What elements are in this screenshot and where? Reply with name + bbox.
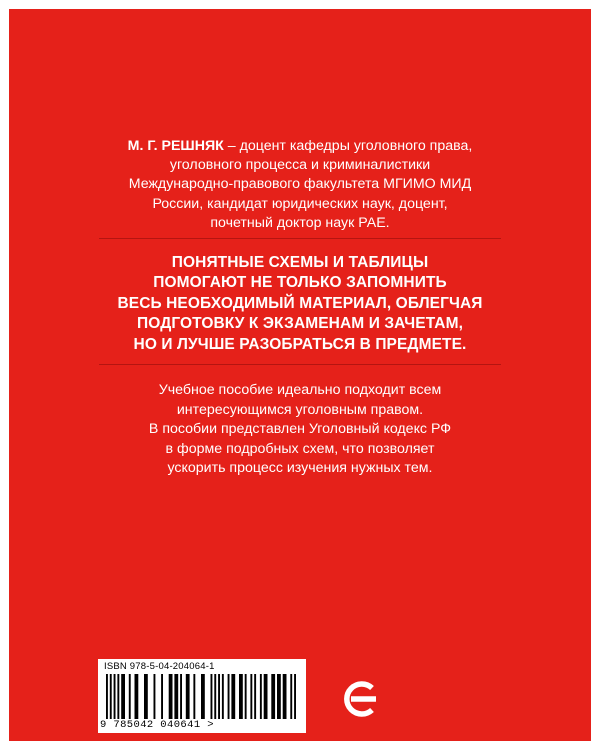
author-name: М. Г. РЕШНЯК (127, 138, 224, 154)
author-bio-line: уголовного процесса и криминалистики (169, 157, 431, 174)
barcode-bar (154, 674, 156, 719)
description-line: ускорить процесс изучения нужных тем. (167, 460, 433, 477)
barcode-bar (271, 674, 275, 719)
headline-line: ПОДГОТОВКУ К ЭКЗАМЕНАМ И ЗАЧЕТАМ, (137, 315, 463, 333)
barcode-bar (277, 674, 281, 719)
barcode-bar (211, 674, 213, 719)
author-bio-line: М. Г. РЕШНЯК – доцент кафедры уголовного права, (127, 138, 473, 154)
barcode-bar (260, 674, 262, 719)
barcode-bar (117, 674, 119, 719)
headline-line: НО И ЛУЧШЕ РАЗОБРАТЬСЯ В ПРЕДМЕТЕ. (133, 335, 467, 353)
barcode-bar (222, 674, 224, 719)
isbn-label: ISBN 978-5-04-204064-1 (104, 661, 215, 672)
headline-line: ПОМОГАЮТ НЕ ТОЛЬКО ЗАПОМНИТЬ (153, 274, 447, 292)
barcode-bar (144, 674, 148, 719)
description-line: интересующимся уголовным правом. (176, 401, 424, 418)
barcode-bar (161, 674, 163, 719)
barcode-bar (290, 674, 292, 719)
top-divider (99, 238, 501, 239)
barcode-bar (129, 674, 131, 719)
bottom-divider (99, 364, 501, 365)
barcode-bar (245, 674, 247, 719)
author-bio-line: почетный доктор наук РАЕ. (210, 214, 390, 231)
author-bio (119, 137, 481, 233)
barcode-bar (283, 674, 287, 719)
publisher-logo (339, 677, 383, 726)
barcode-bar (201, 674, 205, 719)
eksmo-e-logo-icon (339, 677, 383, 721)
barcode-bar (214, 674, 216, 719)
barcode-bar (231, 674, 235, 719)
headline-line: ПОНЯТНЫЕ СХЕМЫ И ТАБЛИЦЫ (171, 254, 429, 271)
barcode-bar (239, 674, 243, 719)
barcode-bar (180, 674, 182, 719)
description-line: Учебное пособие идеально подходит всем (158, 382, 442, 398)
barcode-bar (169, 674, 173, 719)
description (99, 381, 501, 479)
isbn-barcode (98, 659, 306, 733)
barcode-bar (228, 674, 230, 719)
barcode-bar (114, 674, 116, 719)
barcode-bar (294, 674, 296, 719)
headline (99, 253, 501, 355)
barcode-bar (186, 674, 190, 719)
barcode-bar (254, 674, 256, 719)
author-bio-line: Международно-правового факультета МГИМО МИД (128, 176, 472, 193)
description-line: в форме подробных схем, что позволяет (165, 440, 435, 457)
barcode-bar (264, 674, 268, 719)
barcode-bars (106, 674, 298, 719)
barcode-bar (193, 674, 195, 719)
barcode-bar (135, 674, 139, 719)
barcode-bar (110, 674, 112, 719)
barcode-bar (218, 674, 220, 719)
barcode-bar (250, 674, 252, 719)
barcode-bar (106, 674, 108, 719)
headline-line: ВЕСЬ НЕОБХОДИМЫЙ МАТЕРИАЛ, ОБЛЕГЧАЯ (117, 294, 483, 312)
description-line: В пособии представлен Уголовный кодекс РФ (148, 421, 452, 438)
back-cover (9, 9, 591, 741)
author-bio-line: России, кандидат юридических наук, доцент, (152, 195, 448, 212)
barcode-bar (174, 674, 178, 719)
barcode-bar (121, 674, 125, 719)
barcode-digits: 9 785042 040641 > (100, 719, 214, 731)
